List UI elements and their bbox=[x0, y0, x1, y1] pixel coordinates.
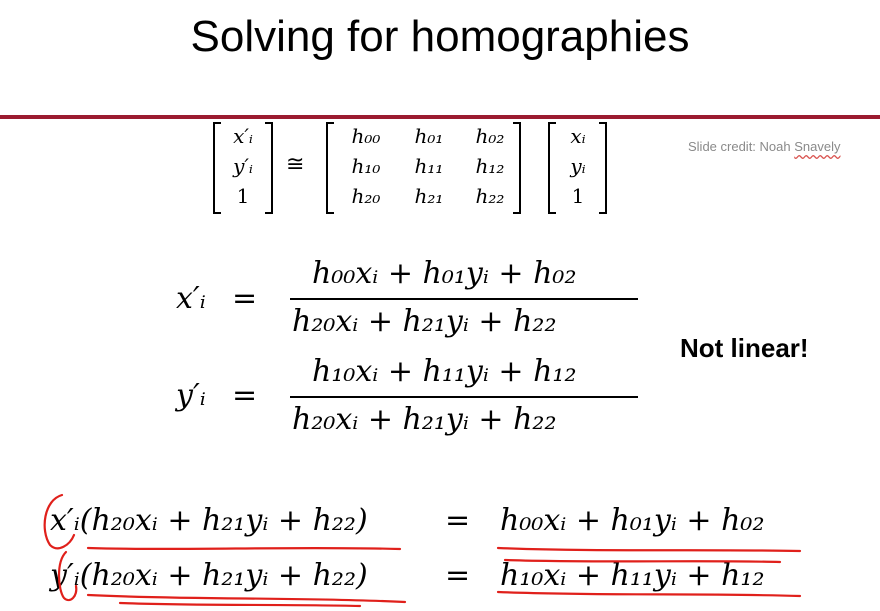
underline-eq4-right bbox=[498, 592, 800, 596]
eq2-numerator: h₁₀xᵢ + h₁₁yᵢ + h₁₂ bbox=[312, 354, 577, 389]
h-cell: h₂₀ bbox=[351, 184, 381, 208]
h-cell: h₀₂ bbox=[475, 124, 505, 148]
eq2-lhs: y′ᵢ bbox=[176, 378, 206, 413]
h-cell: h₁₂ bbox=[475, 154, 505, 178]
rhs-vector-2: 1 bbox=[571, 184, 585, 208]
underline-eq3-left bbox=[88, 548, 400, 549]
lhs-vector-2: 1 bbox=[236, 184, 250, 208]
h-cell: h₀₁ bbox=[414, 124, 444, 148]
eq3-right: h₀₀xᵢ + h₀₁yᵢ + h₀₂ bbox=[500, 503, 765, 538]
underline-eq3-right bbox=[498, 548, 800, 551]
underline-eq4-left-2 bbox=[120, 603, 360, 606]
h-cell: h₁₁ bbox=[414, 154, 444, 178]
eq3-left: x′ᵢ(h₂₀xᵢ + h₂₁yᵢ + h₂₂) bbox=[50, 503, 368, 538]
eq1-lhs: x′ᵢ bbox=[176, 281, 206, 316]
not-linear-note: Not linear! bbox=[680, 333, 809, 363]
lhs-vector-1: y′ᵢ bbox=[233, 154, 253, 178]
h-cell: h₂₁ bbox=[414, 184, 444, 208]
eq1-equals: = bbox=[232, 281, 258, 316]
eq1-numerator: h₀₀xᵢ + h₀₁yᵢ + h₀₂ bbox=[312, 256, 577, 291]
rhs-vector-0: xᵢ bbox=[570, 124, 586, 148]
h-cell: h₁₀ bbox=[351, 154, 381, 178]
h-cell: h₀₀ bbox=[351, 124, 381, 148]
rhs-vector-1: yᵢ bbox=[570, 154, 586, 178]
eq1-denominator: h₂₀xᵢ + h₂₁yᵢ + h₂₂ bbox=[292, 304, 557, 339]
credit-name: Snavely bbox=[794, 139, 841, 154]
underline-eq4-left bbox=[88, 595, 405, 602]
underline-eq3-right-2 bbox=[505, 560, 780, 562]
credit-prefix: Slide credit: Noah bbox=[688, 139, 795, 154]
eq2-denominator: h₂₀xᵢ + h₂₁yᵢ + h₂₂ bbox=[292, 402, 557, 437]
eq4-equals: = bbox=[445, 558, 471, 593]
circle-mark-y bbox=[59, 552, 76, 600]
eq2-equals: = bbox=[232, 378, 258, 413]
h-cell: h₂₂ bbox=[475, 184, 505, 208]
circle-mark-x bbox=[45, 495, 74, 548]
lhs-vector-0: x′ᵢ bbox=[233, 124, 253, 148]
eq4-right: h₁₀xᵢ + h₁₁yᵢ + h₁₂ bbox=[500, 558, 765, 593]
slide-title: Solving for homographies bbox=[190, 12, 690, 61]
eq3-equals: = bbox=[445, 503, 471, 538]
eq4-left: y′ᵢ(h₂₀xᵢ + h₂₁yᵢ + h₂₂) bbox=[50, 558, 368, 593]
approx-equal-sign: ≅ bbox=[286, 152, 305, 177]
